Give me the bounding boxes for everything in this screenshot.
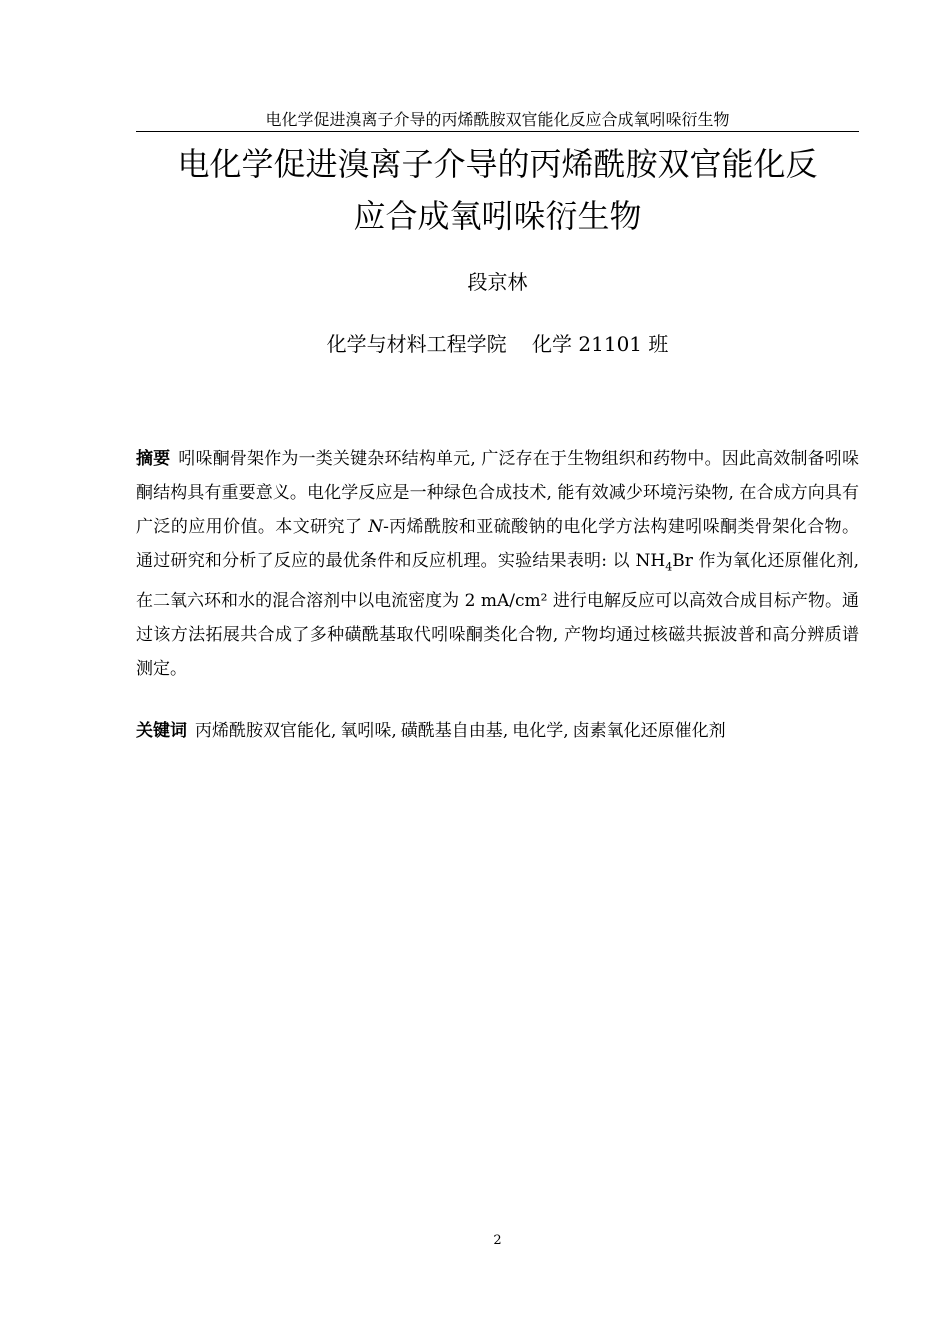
keyword-separator: ,: [563, 721, 569, 741]
title-line-2: 应合成氧吲哚衍生物: [353, 197, 642, 235]
keyword-separator: ,: [331, 721, 337, 741]
abstract-text-3: Br 作为氧化还原催化剂, 在二氧六环和水的混合溶剂中以电流密度为 2 mA/cm² 进行电解反应可以高效合成目标产物。通过该方法拓展共合成了多种磺酰基取代吲哚酮类化合物, 产物均通过核磁共振波普和高分辨质谱测定。: [136, 551, 859, 680]
keyword-item: 卤素氧化还原催化剂: [572, 721, 726, 741]
paper-title: [136, 138, 859, 242]
keyword-item: 氧吲哚: [340, 721, 392, 741]
author-name: 段京林: [467, 270, 528, 294]
running-header: 电化学促进溴离子介导的丙烯酰胺双官能化反应合成氧吲哚衍生物: [265, 110, 730, 129]
page-number: 2: [493, 1233, 502, 1248]
author-affiliation: 化学与材料工程学院 化学 21101 班: [326, 332, 669, 356]
keyword-separator: ,: [502, 721, 509, 741]
keywords-label: 关键词: [136, 721, 187, 741]
keywords: [136, 714, 859, 748]
abstract: [136, 442, 859, 686]
keyword-item: 丙烯酰胺双官能化: [195, 721, 331, 741]
title-line-1: 电化学促进溴离子介导的丙烯酰胺双官能化反: [177, 145, 818, 183]
abstract-subscript: 4: [665, 560, 673, 574]
abstract-italic-n: N: [368, 517, 384, 537]
abstract-text-1: 吲哚酮骨架作为一类关键杂环结构单元, 广泛存在于生物组织和药物中。因此高效制备吲哚酮结构具有重要意义。电化学反应是一种绿色合成技术, 能有效减少环境污染物, 在合成方向具有广泛的应用价值。本文研究了: [136, 449, 860, 537]
abstract-label: 摘要: [136, 449, 171, 469]
header-rule: [136, 131, 859, 132]
keyword-item: 电化学: [512, 721, 564, 741]
abstract-text-2: -丙烯酰胺和亚硫酸钠的电化学方法构建吲哚酮类骨架化合物。通过研究和分析了反应的最优条件和反应机理。实验结果表明: 以 NH: [136, 517, 859, 571]
keyword-separator: ,: [391, 721, 397, 741]
keyword-item: 磺酰基自由基: [400, 721, 503, 741]
